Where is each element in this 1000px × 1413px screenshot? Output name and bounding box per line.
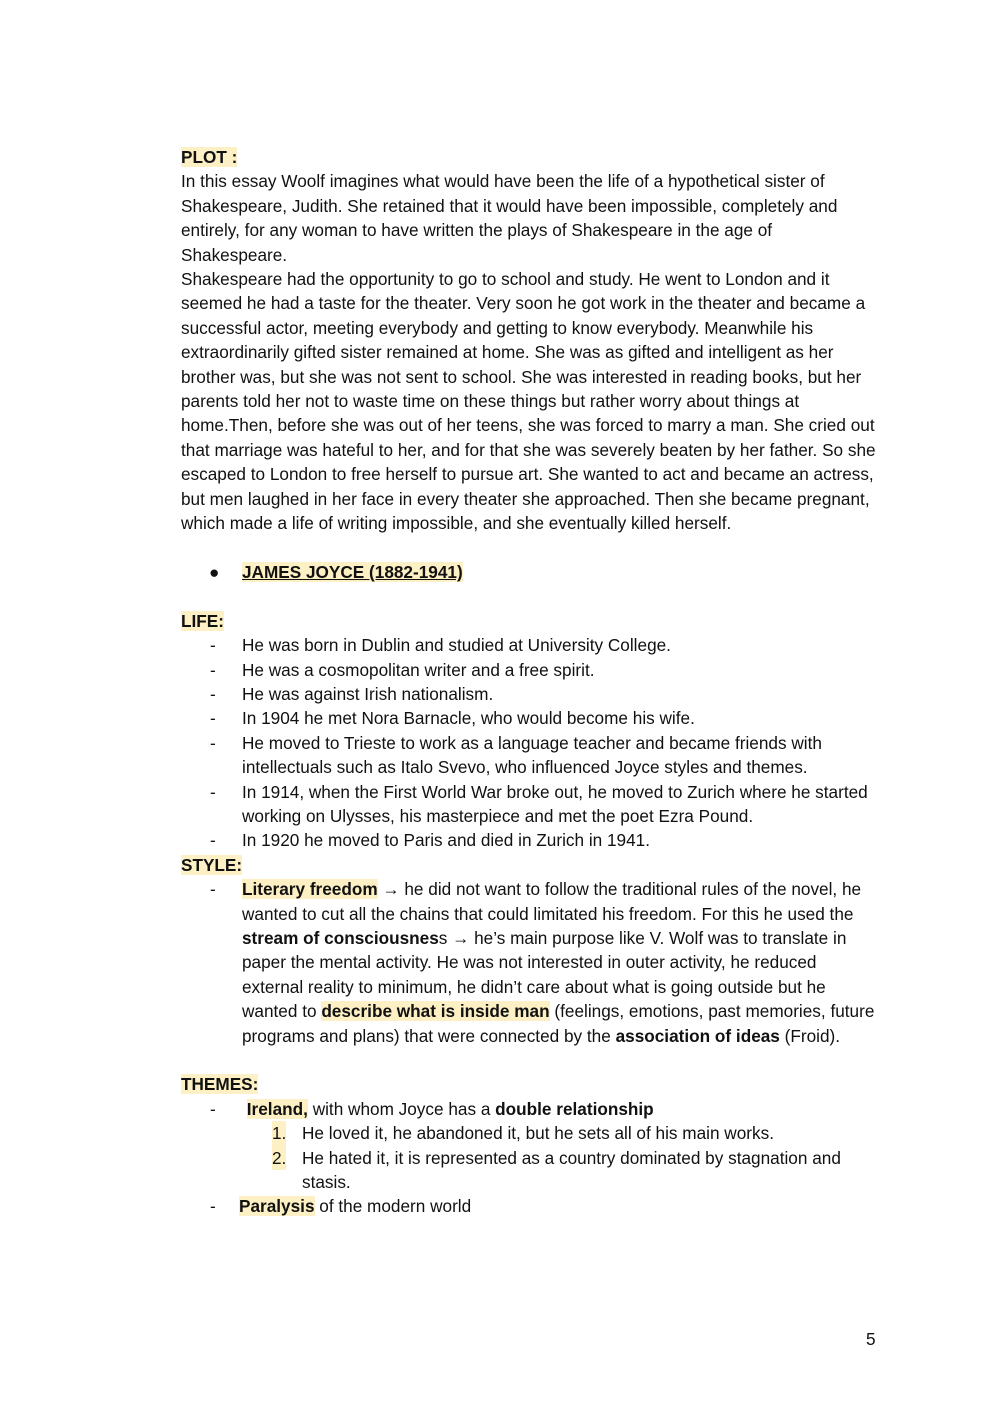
list-item: 1. He loved it, he abandoned it, but he sets all of his main works. (181, 1121, 881, 1145)
list-item: - He was a cosmopolitan writer and a free spirit. (181, 658, 881, 682)
plot-paragraph-1: In this essay Woolf imagines what would have been the life of a hypothetical sister of Shakespeare, Judith. She retained that it would have been impossible, completely and entirely, for any woman to have written the plays of Shakespeare in the age of Shakespeare. (181, 171, 838, 265)
ireland-sublist (181, 1121, 881, 1194)
bullet-icon: ● (209, 561, 220, 582)
list-item: - He was born in Dublin and studied at University College. (181, 633, 881, 657)
plot-heading: PLOT : (181, 147, 238, 167)
life-list (181, 633, 881, 853)
spacer (181, 1048, 881, 1072)
list-item: - Literary freedom → he did not want to follow the traditional rules of the novel, he wanted to cut all the chains that could limitated his freedom. For this he used the stream of consciousness → he’s main purpose like V. Wolf was to translate in paper the mental activity. He was not interested in outer activity, he reduced external reality to minimum, he didn’t care about what is going outside but he wanted to describe what is inside man (feelings, emotions, past memories, future programs and plans) that were connected by the association of ideas (Froid). (181, 877, 881, 1048)
describe-inside-man: describe what is inside man (321, 1001, 550, 1022)
themes-heading: THEMES: (181, 1074, 259, 1095)
themes-list-2 (181, 1194, 881, 1218)
style-heading: STYLE: (181, 854, 243, 875)
spacer (181, 584, 881, 608)
ireland-label: Ireland, (246, 1098, 308, 1119)
spacer (181, 536, 881, 560)
document-page (181, 145, 881, 1219)
page-number: 5 (866, 1329, 876, 1349)
section-title-text: JAMES JOYCE (1882-1941) (242, 561, 463, 582)
list-item: - Ireland, with whom Joyce has a double relationship (181, 1097, 881, 1121)
list-item: - Paralysis of the modern world (181, 1194, 881, 1218)
style-list (181, 877, 881, 1048)
list-item: 2. He hated it, it is represented as a country dominated by stagnation and stasis. (272, 1147, 841, 1193)
list-item: - In 1920 he moved to Paris and died in Zurich in 1941. (181, 828, 881, 852)
plot-paragraph-2: Shakespeare had the opportunity to go to school and study. He went to London and it seemed he had a taste for the theater. Very soon he got work in the theater and became a successful actor, meeting everybody and getting to know everybody. Meanwhile his extraordinarily gifted sister remained at home. She was as gifted and intelligent as her brother was, but she was not sent to school. She was interested in reading books, but her parents told her not to waste time on these things but rather worry about things at home.Then, before she was out of her teens, she was forced to marry a man. She cried out that marriage was hateful to her, and for that she was severely beaten by her father. So she escaped to London to free herself to pursue art. She wanted to act and became an actress, but men laughed in her face in every theater she approached. Then she became pregnant, which made a life of writing impossible, and she eventually killed herself. (181, 269, 876, 534)
list-item: - He was against Irish nationalism. (181, 682, 881, 706)
list-item: - In 1914, when the First World War broke out, he moved to Zurich where he started working on Ulysses, his masterpiece and met the poet Ezra Pound. (181, 780, 881, 829)
association-of-ideas: association of ideas (615, 1025, 780, 1046)
list-item: - In 1904 he met Nora Barnacle, who would become his wife. (181, 706, 881, 730)
paralysis-label: Paralysis (239, 1196, 315, 1217)
literary-freedom: Literary freedom (242, 879, 378, 900)
stream-of-consciousness: stream of consciousnes (242, 927, 439, 948)
themes-list (181, 1097, 881, 1121)
list-item: - He moved to Trieste to work as a language teacher and became friends with intellectuals such as Italo Svevo, who influenced Joyce styles and themes. (181, 731, 881, 780)
section-title (181, 560, 881, 584)
life-heading: LIFE: (181, 610, 224, 631)
double-relationship: double relationship (495, 1098, 654, 1119)
